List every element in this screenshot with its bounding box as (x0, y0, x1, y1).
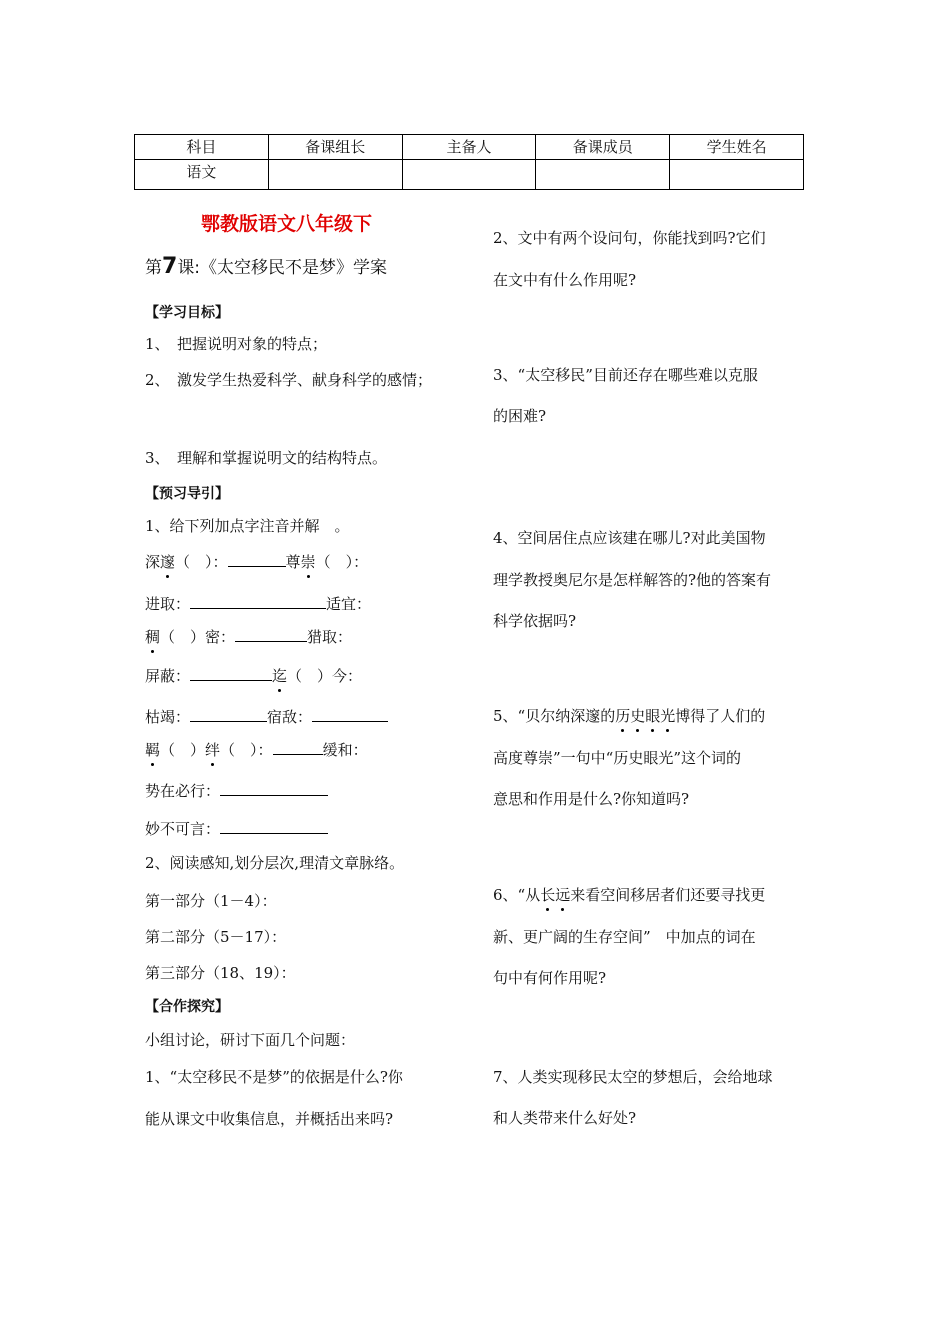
dotted-char: 眼 (645, 707, 661, 725)
answer-blank[interactable] (312, 706, 388, 722)
dotted-char: 历 (615, 707, 631, 725)
dotted-char: 羁 (145, 741, 161, 759)
part-line: 第三部分（18、19）： (145, 964, 296, 982)
preview-q2: 2、阅读感知,划分层次,理清文章脉络。 (145, 854, 405, 872)
dotted-char: 光 (660, 707, 676, 725)
answer-blank[interactable] (273, 739, 323, 755)
goal-item: 2、 激发学生热爱科学、献身科学的感情； (145, 371, 433, 389)
question-line: 理学教授奥尼尔是怎样解答的?他的答案有 (493, 571, 772, 589)
question-line: 3、“太空移民”目前还存在哪些难以克服 (493, 366, 758, 384)
vocab-line: 妙不可言： (145, 818, 328, 839)
dotted-char: 远 (555, 886, 571, 904)
lesson-prefix: 第 (145, 258, 162, 278)
preview-q1: 1、给下列加点字注音并解 。 (145, 517, 350, 535)
question-line: 新、更广阔的生存空间” 中加点的词在 (493, 928, 756, 946)
question-line: 和人类带来什么好处? (493, 1109, 637, 1127)
question-line: 在文中有什么作用呢? (493, 271, 637, 289)
answer-blank[interactable] (190, 665, 272, 681)
goals-heading: 【学习目标】 (145, 305, 229, 321)
goal-item: 3、 理解和掌握说明文的结构特点。 (145, 449, 388, 467)
coop-intro: 小组讨论，研讨下面几个问题： (145, 1031, 356, 1049)
coop-heading: 【合作探究】 (145, 999, 229, 1015)
part-line: 第二部分（5－17）： (145, 928, 287, 946)
vocab-line: 屏蔽： 迄（ ）今： (145, 667, 363, 685)
question-line: 的困难? (493, 407, 547, 425)
question-line: 7、人类实现移民太空的梦想后，会给地球 (493, 1068, 773, 1086)
value-cell: 语文 (135, 160, 269, 190)
vocab-line: 羁（ ）绊（ ）： 缓和： (145, 741, 368, 759)
question-line: 5、“贝尔纳深邃的历史眼光博得了人们的 (493, 707, 766, 725)
lesson-title (145, 254, 388, 279)
doc-title: 鄂教版语文八年级下 (201, 213, 373, 235)
question-line: 句中有何作用呢? (493, 969, 607, 987)
question-line: 6、“从长远来看空间移居者们还要寻找更 (493, 886, 766, 904)
vocab-line: 势在必行： (145, 780, 328, 801)
answer-blank[interactable] (235, 626, 307, 642)
preview-heading: 【预习导引】 (145, 486, 229, 502)
dotted-char: 长 (540, 886, 556, 904)
dotted-char: 崇 (300, 553, 316, 571)
question-line: 能从课文中收集信息，并概括出来吗? (145, 1110, 394, 1128)
dotted-char: 史 (630, 707, 646, 725)
question-line: 2、文中有两个设问句，你能找到吗?它们 (493, 229, 766, 247)
dotted-char: 邃 (160, 553, 176, 571)
header-cell: 主备人 (402, 135, 536, 160)
question-line: 科学依据吗? (493, 612, 577, 630)
dotted-char: 稠 (145, 628, 161, 646)
answer-blank[interactable] (220, 780, 328, 796)
vocab-line: 进取： 适宜： (145, 595, 372, 613)
lesson-number: 7 (162, 254, 178, 279)
answer-blank[interactable] (190, 706, 267, 722)
vocab-line: 枯竭： 宿敌： (145, 706, 388, 727)
value-cell (268, 160, 402, 190)
part-line: 第一部分（1－4）： (145, 892, 277, 910)
value-cell (670, 160, 804, 190)
question-line: 1、“太空移民不是梦”的依据是什么?你 (145, 1068, 403, 1086)
header-table (134, 134, 804, 190)
vocab-line: 稠（ ）密： 猎取： (145, 628, 353, 646)
value-cell (536, 160, 670, 190)
question-line: 高度尊崇”一句中“历史眼光”这个词的 (493, 749, 742, 767)
dotted-char: 迄 (272, 667, 288, 685)
answer-blank[interactable] (228, 551, 286, 567)
header-cell: 备课成员 (536, 135, 670, 160)
lesson-name: 课:《太空移民不是梦》学案 (177, 258, 388, 278)
question-line: 意思和作用是什么?你知道吗? (493, 790, 690, 808)
header-cell: 学生姓名 (670, 135, 804, 160)
dotted-char: 绊 (205, 741, 221, 759)
answer-blank[interactable] (220, 818, 328, 834)
header-cell: 备课组长 (268, 135, 402, 160)
header-cell: 科目 (135, 135, 269, 160)
vocab-line: 深邃（ ）： 尊崇（ ）： (145, 553, 369, 571)
value-cell (402, 160, 536, 190)
question-line: 4、空间居住点应该建在哪儿?对此美国物 (493, 529, 766, 547)
answer-blank[interactable] (190, 593, 326, 609)
goal-item: 1、 把握说明对象的特点； (145, 335, 328, 353)
